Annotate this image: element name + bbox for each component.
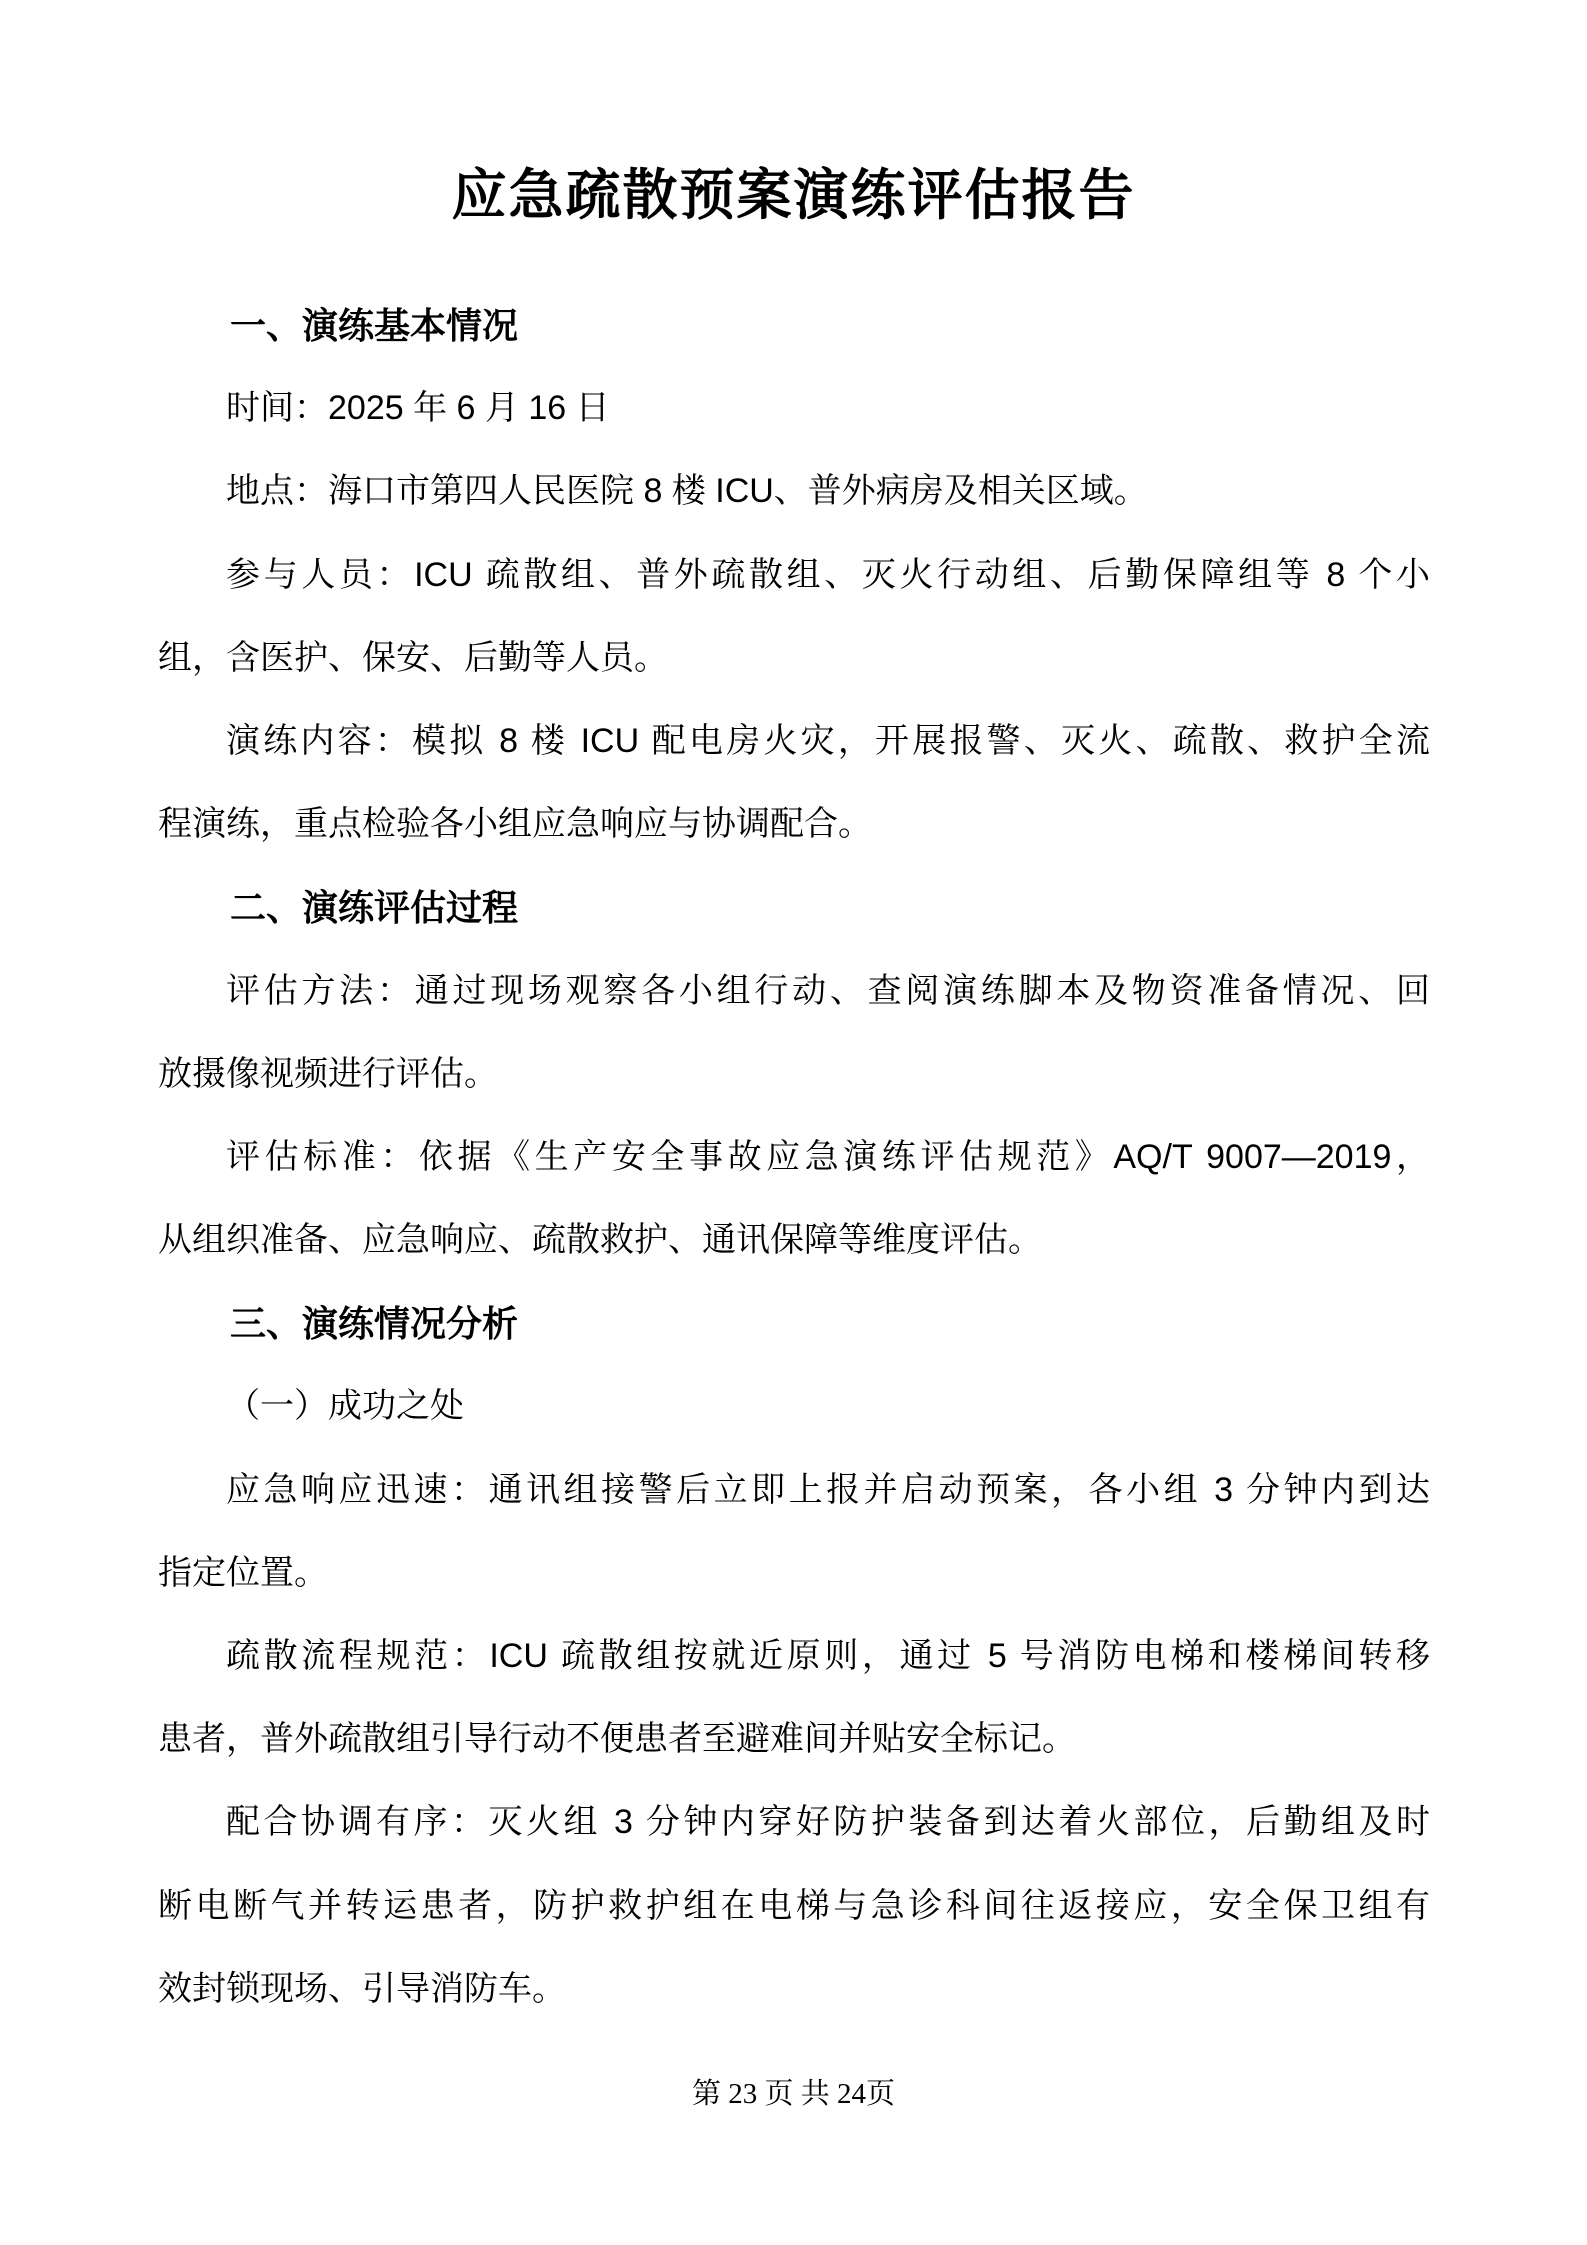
section-2-heading: 二、演练评估过程	[230, 887, 519, 929]
body-line-coordination-1: 配合协调有序：灭火组 3 分钟内穿好防护装备到达着火部位，后勤组及时	[226, 1803, 1430, 1842]
body-line-standard-1: 评估标准：依据《生产安全事故应急演练评估规范》AQ/T 9007—2019，	[226, 1137, 1430, 1176]
subsection-1-heading: （一）成功之处	[226, 1387, 464, 1426]
body-line-participants-2: 组，含医护、保安、后勤等人员。	[158, 638, 668, 677]
body-line-content-1: 演练内容：模拟 8 楼 ICU 配电房火灾，开展报警、灭火、疏散、救护全流	[226, 721, 1430, 760]
body-line-location: 地点：海口市第四人民医院 8 楼 ICU、普外病房及相关区域。	[226, 472, 1148, 511]
body-line-response-2: 指定位置。	[158, 1553, 328, 1592]
body-line-standard-2: 从组织准备、应急响应、疏散救护、通讯保障等维度评估。	[158, 1221, 1042, 1260]
body-line-coordination-2: 断电断气并转运患者，防护救护组在电梯与急诊科间往返接应，安全保卫组有	[158, 1886, 1430, 1925]
body-line-method-2: 放摄像视频进行评估。	[158, 1054, 498, 1093]
page-number-footer: 第 23 页 共 24页	[691, 2078, 895, 2110]
body-line-response-1: 应急响应迅速：通讯组接警后立即上报并启动预案，各小组 3 分钟内到达	[226, 1470, 1430, 1509]
body-line-coordination-3: 效封锁现场、引导消防车。	[158, 1969, 566, 2008]
body-line-time: 时间：2025 年 6 月 16 日	[226, 389, 610, 428]
document-body	[158, 284, 1430, 2031]
body-line-method-1: 评估方法：通过现场观察各小组行动、查阅演练脚本及物资准备情况、回	[226, 971, 1430, 1010]
section-3-heading: 三、演练情况分析	[230, 1303, 519, 1345]
body-line-participants-1: 参与人员：ICU 疏散组、普外疏散组、灭火行动组、后勤保障组等 8 个小	[226, 555, 1430, 594]
body-line-evacuation-1: 疏散流程规范：ICU 疏散组按就近原则，通过 5 号消防电梯和楼梯间转移	[226, 1637, 1430, 1675]
body-line-evacuation-2: 患者，普外疏散组引导行动不便患者至避难间并贴安全标记。	[158, 1720, 1076, 1759]
section-1-heading: 一、演练基本情况	[230, 305, 519, 346]
body-line-content-2: 程演练，重点检验各小组应急响应与协调配合。	[158, 805, 872, 844]
page-title: 应急疏散预案演练评估报告	[451, 164, 1136, 226]
